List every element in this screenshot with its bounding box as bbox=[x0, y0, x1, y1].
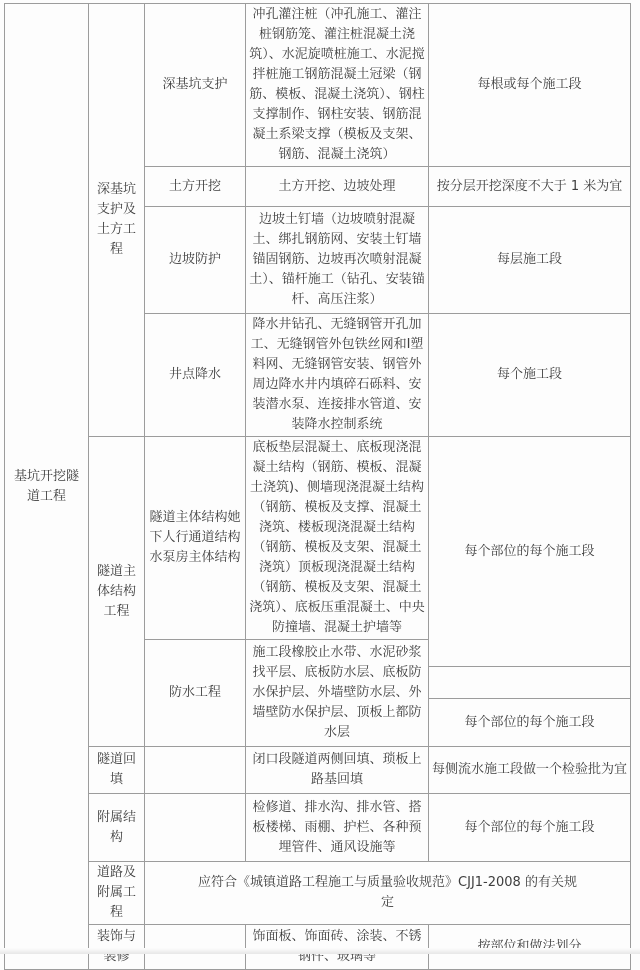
cell-section-label-tunnel-backfill: 隧道回填 bbox=[89, 747, 145, 794]
cell-criteria-earth-excavation: 按分层开挖深度不大于 1 米为宜 bbox=[429, 167, 631, 207]
cell-item-deep-pit-support: 深基坑支护 bbox=[145, 4, 246, 167]
cell-item-wellpoint-dewatering: 井点降水 bbox=[145, 314, 246, 437]
cell-section-label-ancillary-structure: 附属结构 bbox=[89, 794, 145, 862]
cell-criteria-slope-protection: 每层施工段 bbox=[429, 207, 631, 314]
cell-project-name: 基坑开挖隧道工程 bbox=[5, 4, 89, 970]
table-row bbox=[5, 4, 631, 167]
cell-item-empty bbox=[145, 925, 246, 970]
table-row bbox=[5, 925, 631, 970]
cell-criteria-waterproofing: 每个部位的每个施工段 bbox=[429, 699, 631, 747]
cell-criteria-tunnel-main-structure: 每个部位的每个施工段 bbox=[429, 437, 631, 667]
table-row bbox=[5, 747, 631, 794]
cell-criteria-empty bbox=[429, 667, 631, 699]
cell-section-label-tunnel-main: 隧道主体结构工程 bbox=[89, 437, 145, 747]
cell-item-earth-excavation: 土方开挖 bbox=[145, 167, 246, 207]
cell-content-road-works: 应符合《城镇道路工程施工与质量验收规范》CJJ1-2008 的有关规定 bbox=[145, 862, 631, 925]
cell-item-slope-protection: 边坡防护 bbox=[145, 207, 246, 314]
cell-criteria-tunnel-backfill: 每侧流水施工段做一个检验批为宜 bbox=[429, 747, 631, 794]
cell-criteria-wellpoint-dewatering: 每个施工段 bbox=[429, 314, 631, 437]
cell-content-tunnel-main-structure: 底板垫层混凝土、底板现浇混凝土结构（钢筋、模板、混凝土浇筑)、侧墙现浇混凝土结构（钢筋、模板及支撑、混凝土浇筑、楼板现浇混凝土结构（钢筋、模板及支架、混凝土浇筑）顶板现浇混凝土结构（钢筋、模板及支架、混凝土浇筑）、底板压重混凝土、中央防撞墙、混凝土护墙等 bbox=[246, 437, 429, 640]
cell-item-empty bbox=[145, 747, 246, 794]
cell-item-waterproofing: 防水工程 bbox=[145, 640, 246, 747]
cell-item-tunnel-main-structure: 隧道主体结构她下人行通道结构水泵房主体结构 bbox=[145, 437, 246, 640]
table-row bbox=[5, 437, 631, 640]
cell-content-waterproofing: 施工段橡胶止水带、水泥砂浆找平层、底板防水层、底板防水保护层、外墙壁防水层、外墙壁防水保护层、顶板上都防水层 bbox=[246, 640, 429, 747]
cell-section-label-decoration: 装饰与装修 bbox=[89, 925, 145, 970]
cell-content-ancillary-structure: 检修道、排水沟、排水管、搭板楼梯、雨棚、护栏、各种预埋管件、通风设施等 bbox=[246, 794, 429, 862]
acceptance-criteria-table bbox=[4, 3, 631, 970]
cell-content-wellpoint-dewatering: 降水井钻孔、无缝钢管开孔加工、无缝钢管外包铁丝网和I塑料网、无缝钢管安装、钢管外周边降水井内填碎石砾料、安装潜水泵、连接排水管道、安装降水控制系统 bbox=[246, 314, 429, 437]
cell-criteria-deep-pit-support: 每根或每个施工段 bbox=[429, 4, 631, 167]
cell-content-deep-pit-support: 冲孔灌注桩（冲孔施工、灌注桩钢筋笼、灌注桩混凝土浇筑）、水泥旋喷桩施工、水泥搅拌桩施工钢筋混凝土冠梁（钢筋、模板、混凝土浇筑）、钢柱支撑制作、钢柱安装、钢筋混凝土系梁支撑（模板及支架、钢筋、混凝土浇筑） bbox=[246, 4, 429, 167]
table-row bbox=[5, 794, 631, 862]
cell-content-slope-protection: 边坡土钉墙（边坡喷射混凝土、绑扎钢筋网、安装土钉墙锚固钢筋、边坡再次喷射混凝土）、锚杆施工（钻孔、安装锚杆、高压注浆） bbox=[246, 207, 429, 314]
cell-section-label-road-works: 道路及附属工程 bbox=[89, 862, 145, 925]
page-bottom-shade bbox=[0, 948, 640, 954]
cell-criteria-decoration: 按部位和做法划分 bbox=[429, 925, 631, 970]
cell-content-decoration: 饰面板、饰面砖、涂装、不锈钢件、玻璃等 bbox=[246, 925, 429, 970]
cell-section-label-deep-pit: 深基坑支护及土方工程 bbox=[89, 4, 145, 437]
cell-item-empty bbox=[145, 794, 246, 862]
table-row bbox=[5, 862, 631, 925]
cell-content-tunnel-backfill: 闭口段隧道两侧回填、琐板上路基回填 bbox=[246, 747, 429, 794]
cell-criteria-ancillary-structure: 每个部位的每个施工段 bbox=[429, 794, 631, 862]
cell-content-earth-excavation: 土方开挖、边坡处理 bbox=[246, 167, 429, 207]
